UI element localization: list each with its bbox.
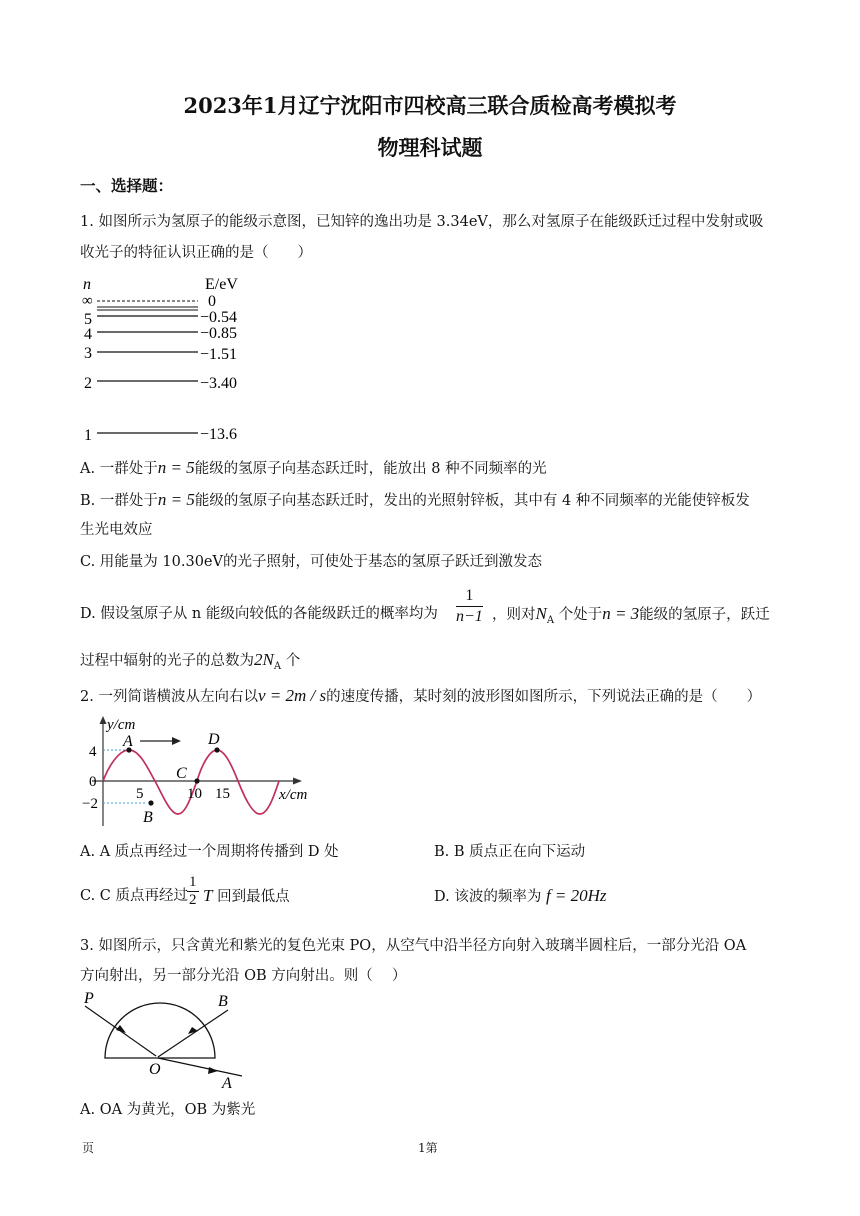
point-d xyxy=(214,747,219,752)
level-e-4: −0.85 xyxy=(200,325,238,342)
y-tick-neg2: −2 xyxy=(82,796,98,812)
level-n-5: 5 xyxy=(84,311,92,328)
level-n-inf: ∞ xyxy=(82,293,93,309)
x-tick-5: 5 xyxy=(136,786,144,802)
ray-oa-arrow xyxy=(208,1067,218,1074)
q1-option-d-fraction: $\frac{1}{n-1}$ xyxy=(456,587,483,625)
x-axis-arrow xyxy=(293,778,302,785)
label-d: D xyxy=(208,731,220,748)
x-tick-15: 15 xyxy=(215,786,230,802)
x-axis-label: x/cm xyxy=(279,787,308,803)
label-o: O xyxy=(149,1061,161,1078)
q1-option-b-line2: 生光电效应 xyxy=(80,522,153,538)
q2-option-c-pre: C. C 质点再经过 xyxy=(80,888,188,904)
label-b: B xyxy=(218,993,228,1010)
ray-ob xyxy=(158,1010,228,1057)
q3-stem-line1: 3. 如图所示，只含黄光和紫光的复色光束 PO，从空气中沿半径方向射入玻璃半圆柱后，一部分光沿 OA xyxy=(80,938,747,954)
level-e-1: −13.6 xyxy=(200,426,238,443)
propagation-arrow-head xyxy=(172,737,181,745)
level-e-2: −3.40 xyxy=(200,375,238,392)
q3-stem-line2: 方向射出，另一部分光沿 OB 方向射出。则（ ） xyxy=(80,968,407,984)
level-e-inf: 0 xyxy=(208,293,216,310)
footer-left: 页 xyxy=(82,1141,95,1155)
level-n-1: 1 xyxy=(84,427,92,444)
y-axis-arrow xyxy=(100,716,107,724)
q2-stem: 2. 一列简谐横波从左向右以v = 2m / s的速度传播，某时刻的波形图如图所示，下列说法正确的是（ ） xyxy=(80,686,762,705)
label-p: P xyxy=(84,992,94,1007)
label-a: A xyxy=(222,1075,232,1090)
q1-option-a: A. 一群处于n = 5能级的氢原子向基态跃迁时，能放出 8 种不同频率的光 xyxy=(80,458,547,477)
y-axis-label: y/cm xyxy=(107,717,136,733)
ray-oa xyxy=(158,1058,242,1076)
q1-option-d-pre: D. 假设氢原子从 n 能级向较低的各能级跃迁的概率均为 xyxy=(80,606,438,622)
energy-level-diagram xyxy=(80,272,280,447)
semicircle-refraction-diagram xyxy=(80,992,250,1090)
q1-stem-line1: 1. 如图所示为氢原子的能级示意图，已知锌的逸出功是 3.34eV，那么对氢原子在能级跃迁过程中发射或吸 xyxy=(80,214,764,230)
label-a: A xyxy=(123,733,133,750)
wave-curve xyxy=(103,750,279,814)
level-n-4: 4 xyxy=(84,326,92,343)
y-tick-4: 4 xyxy=(89,744,97,760)
energy-axis-label: E/eV xyxy=(205,276,238,293)
x-tick-10: 10 xyxy=(187,786,202,802)
level-e-5: −0.54 xyxy=(200,309,238,326)
q2-option-b: B. B 质点正在向下运动 xyxy=(434,844,586,860)
q2-option-a: A. A 质点再经过一个周期将传播到 D 处 xyxy=(80,844,339,860)
q3-option-a: A. OA 为黄光，OB 为紫光 xyxy=(80,1102,256,1118)
page-title: 2023年1月辽宁沈阳市四校高三联合质检高考模拟考 xyxy=(183,93,677,118)
level-n-3: 3 xyxy=(84,345,92,362)
point-b xyxy=(148,800,153,805)
page-subtitle: 物理科试题 xyxy=(377,135,483,160)
q2-option-c-post: T 回到最低点 xyxy=(203,886,290,905)
point-c xyxy=(194,778,199,783)
q1-option-d-post: ，则对$N_A$ 个处于n = 3能级的氢原子，跃迁 xyxy=(492,604,770,626)
section-heading: 一、选择题： xyxy=(80,176,174,195)
label-b: B xyxy=(143,809,153,826)
label-c: C xyxy=(176,765,187,782)
level-n-2: 2 xyxy=(84,375,92,392)
level-e-3: −1.51 xyxy=(200,346,238,363)
q1-option-b: B. 一群处于n = 5能级的氢原子向基态跃迁时，发出的光照射锌板，其中有 4 种不同频率的光能使锌板发 xyxy=(80,490,750,509)
wave-graph xyxy=(80,714,320,832)
q2-option-d: D. 该波的频率为 f = 20Hz xyxy=(434,886,607,905)
q1-stem-line2: 收光子的特征认识正确的是（ ） xyxy=(80,245,312,261)
q1-option-d-line2: 过程中辐射的光子的总数为$2N_A$ 个 xyxy=(80,650,301,672)
q1-option-c: C. 用能量为 10.30eV的光子照射，可使处于基态的氢原子跃迁到激发态 xyxy=(80,554,542,570)
q2-option-c-fraction: $\frac{1}{2}$ xyxy=(189,874,197,908)
y-tick-0: 0 xyxy=(89,774,97,790)
n-axis-label: n xyxy=(83,276,91,293)
footer-page-number: 1第 xyxy=(418,1141,438,1155)
